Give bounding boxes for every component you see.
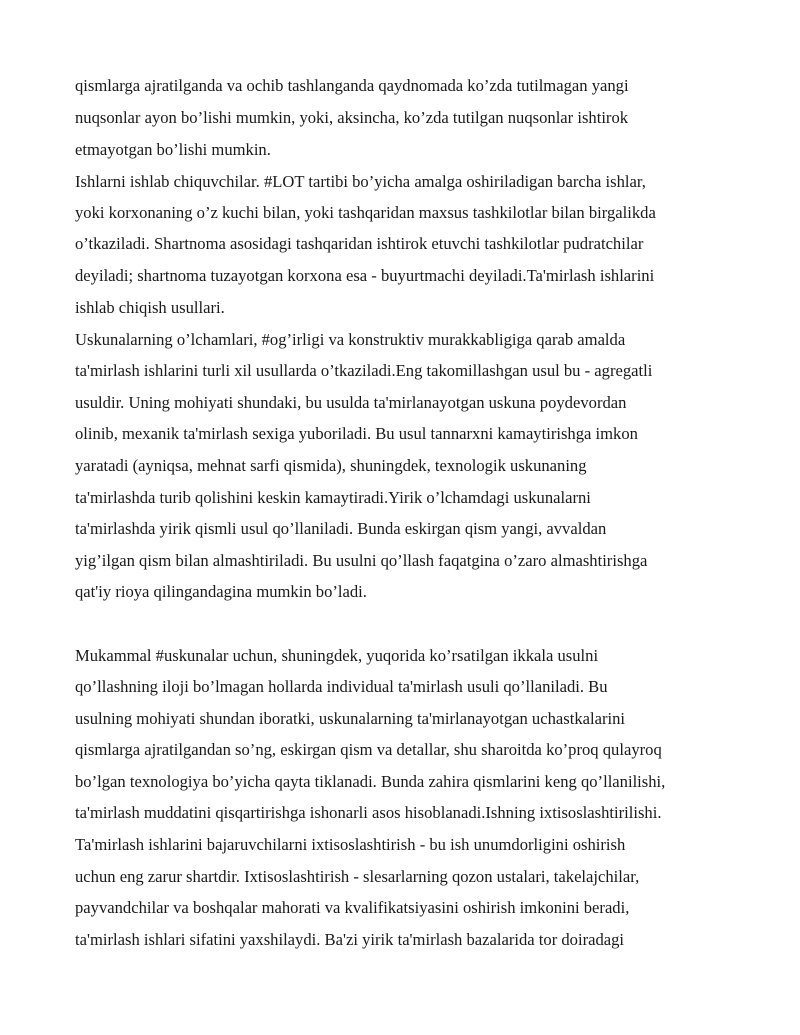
text-line: yoki korxonaning o’z kuchi bilan, yoki tashqaridan maxsus tashkilotlar bilan birgalikda bbox=[75, 203, 656, 222]
text-line: qat'iy rioya qilingandagina mumkin bo’ladi. bbox=[75, 582, 367, 601]
text-line: uchun eng zarur shartdir. Ixtisoslashtirish - slesarlarning qozon ustalari, takelajchilar, bbox=[75, 867, 640, 886]
text-line: yaratadi (ayniqsa, mehnat sarfi qismida), shuningdek, texnologik uskunaning bbox=[75, 456, 587, 475]
document-body bbox=[75, 0, 735, 1035]
text-line: bo’lgan texnologiya bo’yicha qayta tiklanadi. Bunda zahira qismlarini keng qo’llanilishi, bbox=[75, 772, 666, 791]
text-line: ta'mirlash ishlari sifatini yaxshilaydi. Ba'zi yirik ta'mirlash bazalarida tor doiradagi bbox=[75, 930, 625, 949]
text-line: ta'mirlash ishlarini turli xil usullarda o’tkaziladi.Eng takomillashgan usul bu - agregatli bbox=[75, 361, 653, 380]
text-line: ta'mirlash muddatini qisqartirishga ishonarli asos hisoblanadi.Ishning ixtisoslashtirilishi. bbox=[75, 803, 662, 822]
text-line: olinib, mexanik ta'mirlash sexiga yuboriladi. Bu usul tannarxni kamaytirishga imkon bbox=[75, 424, 638, 443]
text-line: ta'mirlashda yirik qismli usul qo’llaniladi. Bunda eskirgan qism yangi, avvaldan bbox=[75, 519, 607, 538]
text-line: nuqsonlar ayon bo’lishi mumkin, yoki, aksincha, ko’zda tutilgan nuqsonlar ishtirok bbox=[75, 108, 629, 127]
text-line: qo’llashning iloji bo’lmagan hollarda individual ta'mirlash usuli qo’llaniladi. Bu bbox=[75, 677, 608, 696]
text-line: usulning mohiyati shundan iboratki, uskunalarning ta'mirlanayotgan uchastkalarini bbox=[75, 709, 626, 728]
text-line: ta'mirlashda turib qolishini keskin kamaytiradi.Yirik o’lchamdagi uskunalarni bbox=[75, 488, 591, 507]
text-line: etmayotgan bo’lishi mumkin. bbox=[75, 140, 271, 159]
text-line: Ishlarni ishlab chiquvchilar. #LOT tartibi bo’yicha amalga oshiriladigan barcha ishlar, bbox=[75, 172, 646, 191]
text-line: ishlab chiqish usullari. bbox=[75, 298, 225, 317]
text-line: yig’ilgan qism bilan almashtiriladi. Bu usulni qo’llash faqatgina o’zaro almashtirishga bbox=[75, 551, 648, 570]
text-line: o’tkaziladi. Shartnoma asosidagi tashqaridan ishtirok etuvchi tashkilotlar pudratchilar bbox=[75, 234, 644, 253]
text-line: qismlarga ajratilganda va ochib tashlanganda qaydnomada ko’zda tutilmagan yangi bbox=[75, 76, 629, 95]
text-line: deyiladi; shartnoma tuzayotgan korxona esa - buyurtmachi deyiladi.Ta'mirlash ishlarini bbox=[75, 266, 655, 285]
text-line: Ta'mirlash ishlarini bajaruvchilarni ixtisoslashtirish - bu ish unumdorligini oshirish bbox=[75, 835, 626, 854]
text-line: payvandchilar va boshqalar mahorati va kvalifikatsiyasini oshirish imkonini beradi, bbox=[75, 898, 630, 917]
text-line: qismlarga ajratilgandan so’ng, eskirgan qism va detallar, shu sharoitda ko’proq qulayroq bbox=[75, 740, 662, 759]
text-line: usuldir. Uning mohiyati shundaki, bu usulda ta'mirlanayotgan uskuna poydevordan bbox=[75, 393, 627, 412]
text-line: Uskunalarning o’lchamlari, #og’irligi va konstruktiv murakkabligiga qarab amalda bbox=[75, 330, 626, 349]
text-line: Mukammal #uskunalar uchun, shuningdek, yuqorida ko’rsatilgan ikkala usulni bbox=[75, 646, 599, 665]
